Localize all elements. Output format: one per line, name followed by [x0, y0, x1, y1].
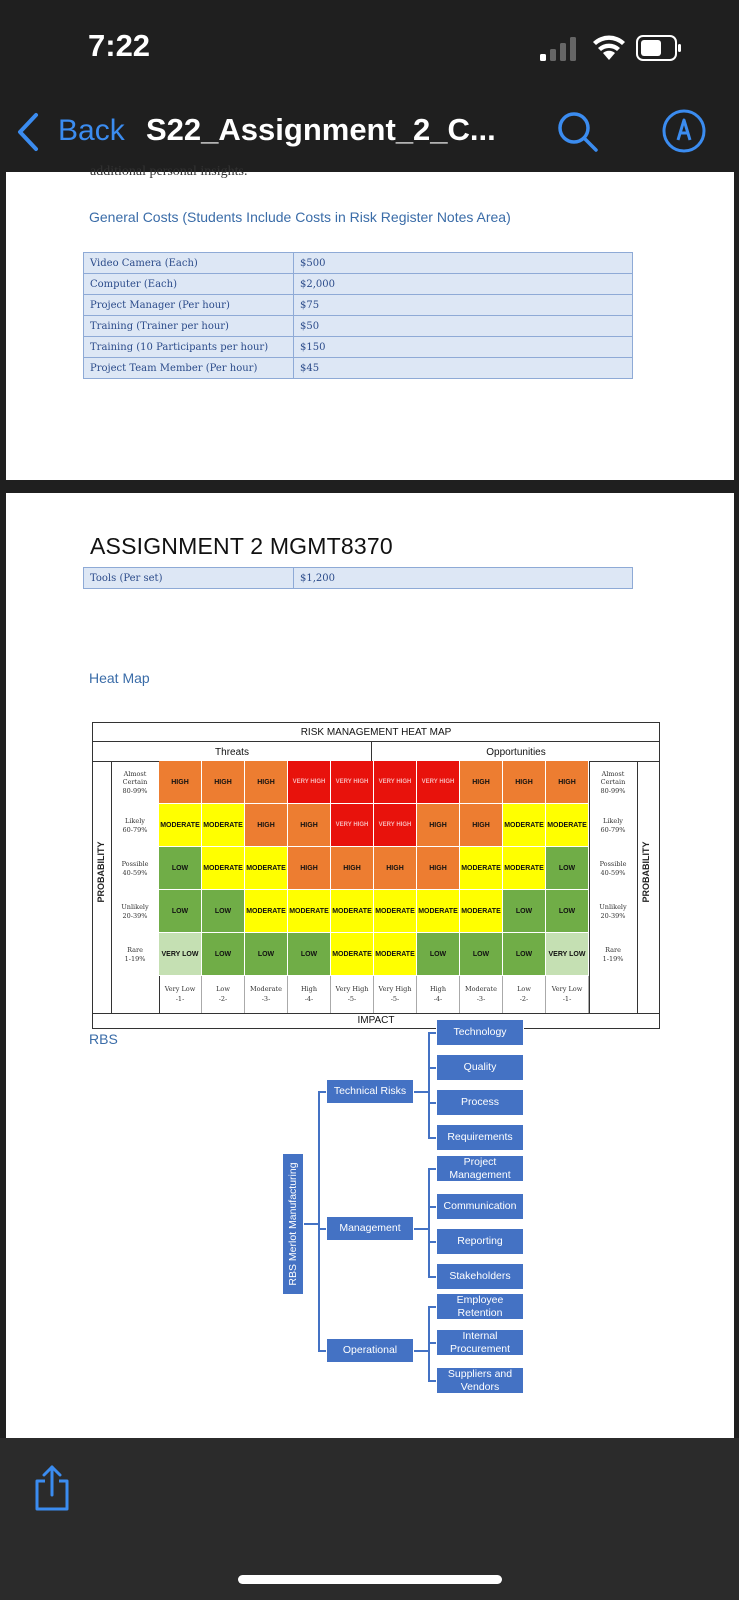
probability-row-label: Almost Certain 80-99% — [600, 769, 626, 795]
impact-column-label: Moderate -3- — [245, 976, 288, 1013]
heat-map-cell: MODERATE — [331, 933, 374, 976]
heat-map-cell: HIGH — [202, 761, 245, 804]
connector-line — [428, 1306, 436, 1308]
connector-line — [428, 1168, 430, 1278]
connector-line — [318, 1350, 326, 1352]
heat-map-cell: VERY HIGH — [374, 761, 417, 804]
probability-row-label: Almost Certain 80-99% — [122, 769, 148, 795]
heat-map-cell: HIGH — [245, 804, 288, 847]
heat-map-cell: LOW — [245, 933, 288, 976]
heat-map-cell: MODERATE — [460, 847, 503, 890]
probability-row-label: Unlikely 20-39% — [599, 903, 627, 920]
table-row — [84, 253, 633, 274]
heat-map-cell: HIGH — [374, 847, 417, 890]
truncated-text: additional personal insights. — [90, 164, 248, 179]
connector-line — [414, 1350, 428, 1352]
connector-line — [304, 1223, 318, 1225]
cost-value: $75 — [294, 295, 633, 316]
cost-value: $1,200 — [294, 568, 633, 589]
heat-map-cell: HIGH — [331, 847, 374, 890]
heat-map-cell: VERY HIGH — [288, 761, 331, 804]
table-row — [84, 358, 633, 379]
connector-line — [428, 1032, 430, 1139]
probability-row-label: Likely 60-79% — [122, 817, 148, 834]
connector-line — [428, 1032, 436, 1034]
heat-map-cell: MODERATE — [159, 804, 202, 847]
heat-map-cell: MODERATE — [331, 890, 374, 933]
rbs-node: Quality — [436, 1054, 524, 1081]
heat-map-cell: LOW — [159, 847, 202, 890]
heat-map-cell: MODERATE — [417, 890, 460, 933]
wifi-icon — [592, 34, 626, 62]
general-costs-table — [83, 252, 633, 379]
impact-column-label: Very High -5- — [331, 976, 374, 1013]
connector-line — [428, 1241, 436, 1243]
heat-map-cell: MODERATE — [245, 890, 288, 933]
cost-item: Computer (Each) — [84, 274, 294, 295]
rbs-node: Suppliers and Vendors — [436, 1367, 524, 1394]
heat-map-cell: LOW — [417, 933, 460, 976]
heat-map-cell: LOW — [503, 890, 546, 933]
heat-map-cell: VERY LOW — [159, 933, 202, 976]
heat-map-cell: VERY HIGH — [417, 761, 460, 804]
probability-row-label: Possible 40-59% — [121, 860, 149, 877]
bottom-toolbar — [0, 1438, 739, 1600]
rbs-node: Process — [436, 1089, 524, 1116]
rbs-node: Stakeholders — [436, 1263, 524, 1290]
navigation-bar — [0, 96, 739, 172]
heat-map-cell: HIGH — [417, 804, 460, 847]
connector-line — [318, 1228, 326, 1230]
general-costs-heading: General Costs (Students Include Costs in Risk Register Notes Area) — [89, 209, 511, 225]
cost-item: Tools (Per set) — [84, 568, 294, 589]
impact-column-label: Moderate -3- — [460, 976, 503, 1013]
heat-map-cell: LOW — [546, 890, 589, 933]
status-time: 7:22 — [88, 28, 151, 63]
heat-map-cell: HIGH — [159, 761, 202, 804]
opportunities-label: Opportunities — [486, 747, 546, 758]
rbs-node: Employee Retention — [436, 1293, 524, 1320]
connector-line — [428, 1342, 436, 1344]
heat-map-cell: MODERATE — [202, 804, 245, 847]
heat-map-cell: VERY HIGH — [331, 804, 374, 847]
heat-map-cell: LOW — [288, 933, 331, 976]
heat-map-heading: Heat Map — [89, 670, 150, 686]
cost-value: $50 — [294, 316, 633, 337]
probability-row-label: Likely 60-79% — [600, 817, 626, 834]
connector-line — [318, 1091, 326, 1093]
heat-map-cell: MODERATE — [245, 847, 288, 890]
connector-line — [428, 1306, 430, 1382]
heat-map-cell: VERY HIGH — [331, 761, 374, 804]
heat-map-cell: MODERATE — [460, 890, 503, 933]
heat-map-cell: HIGH — [546, 761, 589, 804]
heat-map-cell: HIGH — [288, 847, 331, 890]
threats-label: Threats — [215, 747, 249, 758]
heat-map-cell: LOW — [159, 890, 202, 933]
rbs-node: Project Management — [436, 1155, 524, 1182]
rbs-root-node — [282, 1153, 304, 1295]
document-page-2 — [6, 493, 734, 1438]
connector-line — [428, 1137, 436, 1139]
connector-line — [428, 1067, 436, 1069]
connector-line — [428, 1276, 436, 1278]
impact-column-label: High -4- — [417, 976, 460, 1013]
back-button[interactable]: Back — [58, 114, 125, 147]
heat-map-cell: HIGH — [417, 847, 460, 890]
cost-item: Training (Trainer per hour) — [84, 316, 294, 337]
impact-column-label: Very Low -1- — [546, 976, 589, 1013]
cost-value: $150 — [294, 337, 633, 358]
rbs-node: Reporting — [436, 1228, 524, 1255]
heat-map-cell: HIGH — [460, 761, 503, 804]
cost-value: $500 — [294, 253, 633, 274]
heat-map-cell: LOW — [202, 890, 245, 933]
status-bar — [0, 0, 739, 96]
search-icon[interactable] — [554, 108, 600, 154]
heat-map-cell: VERY HIGH — [374, 804, 417, 847]
table-row — [84, 295, 633, 316]
probability-row-label: Rare 1-19% — [602, 946, 624, 963]
heat-map-cell: LOW — [202, 933, 245, 976]
probability-label-left: PROBABILITY — [96, 841, 106, 903]
rbs-node: Technical Risks — [326, 1079, 414, 1104]
table-row — [84, 274, 633, 295]
rbs-node: Communication — [436, 1193, 524, 1220]
heat-map-cell: HIGH — [503, 761, 546, 804]
probability-label-right: PROBABILITY — [641, 841, 651, 903]
heat-map-cell: MODERATE — [374, 890, 417, 933]
rbs-node: Management — [326, 1216, 414, 1241]
connector-line — [414, 1091, 428, 1093]
heat-map-title: RISK MANAGEMENT HEAT MAP — [300, 727, 452, 738]
cost-item: Video Camera (Each) — [84, 253, 294, 274]
table-row — [84, 316, 633, 337]
impact-column-label: Low -2- — [503, 976, 546, 1013]
impact-column-label: Very Low -1- — [159, 976, 202, 1013]
probability-row-label: Possible 40-59% — [599, 860, 627, 877]
connector-line — [414, 1228, 428, 1230]
probability-row-label: Unlikely 20-39% — [121, 903, 149, 920]
battery-icon — [636, 35, 682, 61]
heat-map-cell: LOW — [546, 847, 589, 890]
assignment-title: ASSIGNMENT 2 MGMT8370 — [90, 533, 393, 559]
connector-line — [428, 1380, 436, 1382]
heat-map-cell: MODERATE — [503, 804, 546, 847]
document-page-1 — [6, 164, 734, 480]
impact-label: IMPACT — [357, 1015, 395, 1026]
rbs-node: Requirements — [436, 1124, 524, 1151]
heat-map-cell: LOW — [460, 933, 503, 976]
probability-row-label: Rare 1-19% — [124, 946, 146, 963]
heat-map-cell: MODERATE — [546, 804, 589, 847]
markup-pen-icon[interactable] — [661, 108, 707, 154]
chevron-left-icon[interactable] — [16, 112, 40, 152]
impact-column-label: Very High -5- — [374, 976, 417, 1013]
document-title: S22_Assignment_2_C... — [146, 112, 496, 147]
heat-map-cell: MODERATE — [288, 890, 331, 933]
table-row — [84, 337, 633, 358]
connector-line — [318, 1091, 320, 1351]
rbs-node: Operational — [326, 1338, 414, 1363]
connector-line — [428, 1168, 436, 1170]
rbs-diagram — [6, 493, 734, 1438]
cost-value: $45 — [294, 358, 633, 379]
cost-value: $2,000 — [294, 274, 633, 295]
share-icon[interactable] — [32, 1464, 72, 1512]
rbs-root-label: RBS Merlot Manufacturing — [287, 1162, 299, 1286]
heat-map-cell: MODERATE — [503, 847, 546, 890]
connector-line — [428, 1102, 436, 1104]
cost-item: Training (10 Participants per hour) — [84, 337, 294, 358]
rbs-node: Technology — [436, 1019, 524, 1046]
heat-map-cell: VERY LOW — [546, 933, 589, 976]
heat-map-cell: HIGH — [460, 804, 503, 847]
heat-map-cell: MODERATE — [202, 847, 245, 890]
heat-map-cell: LOW — [503, 933, 546, 976]
rbs-node: Internal Procurement — [436, 1329, 524, 1356]
connector-line — [428, 1206, 436, 1208]
cost-item: Project Manager (Per hour) — [84, 295, 294, 316]
heat-map-cell: MODERATE — [374, 933, 417, 976]
cost-item: Project Team Member (Per hour) — [84, 358, 294, 379]
cellular-signal-icon — [540, 37, 580, 61]
home-indicator[interactable] — [238, 1575, 502, 1584]
impact-column-label: Low -2- — [202, 976, 245, 1013]
impact-column-label: High -4- — [288, 976, 331, 1013]
heat-map-cell: HIGH — [245, 761, 288, 804]
heat-map-cell: HIGH — [288, 804, 331, 847]
rbs-heading: RBS — [89, 1031, 118, 1047]
